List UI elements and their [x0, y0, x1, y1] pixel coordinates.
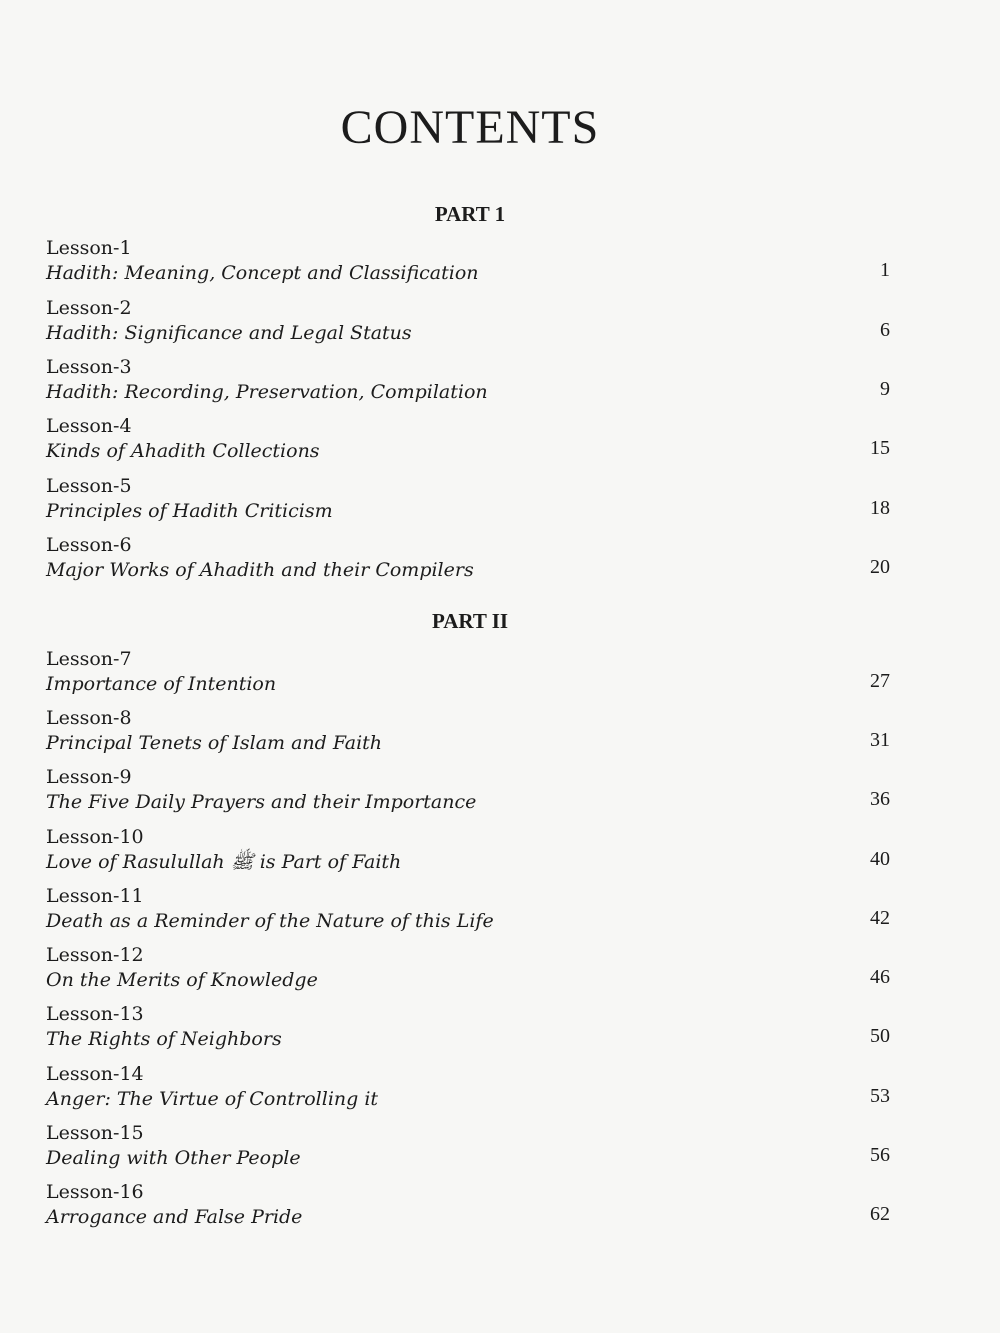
page-number: 46 — [870, 966, 890, 988]
toc-entry — [46, 236, 890, 296]
lesson-label: Lesson-11 — [46, 885, 144, 907]
lesson-label: Lesson-12 — [46, 944, 144, 966]
toc-entry — [46, 533, 890, 593]
lesson-title: Major Works of Ahadith and their Compilers — [46, 559, 474, 581]
lesson-title: Principal Tenets of Islam and Faith — [46, 732, 383, 754]
page-number: 36 — [870, 788, 890, 810]
lesson-label: Lesson-5 — [46, 475, 132, 497]
page-number: 27 — [870, 670, 890, 692]
toc-entry — [46, 706, 890, 766]
page-number: 40 — [870, 848, 890, 870]
toc-entry — [46, 296, 890, 356]
toc-entry — [46, 765, 890, 825]
lesson-label: Lesson-9 — [46, 766, 132, 788]
toc-entry — [46, 1121, 890, 1181]
toc-entry — [46, 647, 890, 707]
lesson-title: Kinds of Ahadith Collections — [46, 440, 320, 462]
lesson-label: Lesson-3 — [46, 356, 132, 378]
lesson-title: The Five Daily Prayers and their Importance — [46, 791, 477, 813]
lesson-title: Principles of Hadith Criticism — [46, 500, 333, 522]
toc-entry — [46, 1002, 890, 1062]
lesson-title: Hadith: Meaning, Concept and Classification — [46, 262, 479, 284]
lesson-label: Lesson-10 — [46, 826, 144, 848]
toc-entry — [46, 1180, 890, 1240]
toc-entry — [46, 943, 890, 1003]
page-number: 1 — [880, 259, 890, 281]
page-number: 31 — [870, 729, 890, 751]
part-heading: PART II — [431, 609, 509, 633]
page-number: 42 — [870, 907, 890, 929]
lesson-label: Lesson-16 — [46, 1181, 144, 1203]
lesson-label: Lesson-8 — [46, 707, 132, 729]
lesson-label: Lesson-15 — [46, 1122, 144, 1144]
lesson-label: Lesson-7 — [46, 648, 132, 670]
toc-entry — [46, 474, 890, 534]
lesson-title: Death as a Reminder of the Nature of this Life — [46, 910, 494, 932]
lesson-title: Hadith: Significance and Legal Status — [46, 322, 412, 344]
lesson-label: Lesson-13 — [46, 1003, 144, 1025]
lesson-label: Lesson-1 — [46, 237, 132, 259]
page-number: 9 — [880, 378, 890, 400]
page-number: 50 — [870, 1025, 890, 1047]
lesson-title: Dealing with Other People — [46, 1147, 301, 1169]
page-number: 62 — [870, 1203, 890, 1225]
lesson-title: Arrogance and False Pride — [46, 1206, 303, 1228]
lesson-title: Importance of Intention — [46, 673, 277, 695]
lesson-label: Lesson-4 — [46, 415, 132, 437]
lesson-label: Lesson-6 — [46, 534, 132, 556]
lesson-label: Lesson-14 — [46, 1063, 144, 1085]
page-number: 53 — [870, 1085, 890, 1107]
lesson-title: Anger: The Virtue of Controlling it — [46, 1088, 379, 1110]
page-number: 15 — [870, 437, 890, 459]
toc-entry — [46, 1062, 890, 1122]
lesson-title: The Rights of Neighbors — [46, 1028, 282, 1050]
toc-entry — [46, 884, 890, 944]
lesson-label: Lesson-2 — [46, 297, 132, 319]
page-title: CONTENTS — [340, 101, 600, 154]
lesson-title: On the Merits of Knowledge — [46, 969, 318, 991]
part-heading: PART 1 — [434, 202, 506, 226]
page-number: 56 — [870, 1144, 890, 1166]
page-number: 20 — [870, 556, 890, 578]
toc-entry — [46, 825, 890, 885]
toc-entry — [46, 414, 890, 474]
page-number: 6 — [880, 319, 890, 341]
lesson-title: Love of Rasulullah ﷺ is Part of Faith — [46, 851, 402, 873]
toc-entry — [46, 355, 890, 415]
page-number: 18 — [870, 497, 890, 519]
lesson-title: Hadith: Recording, Preservation, Compilation — [46, 381, 488, 403]
